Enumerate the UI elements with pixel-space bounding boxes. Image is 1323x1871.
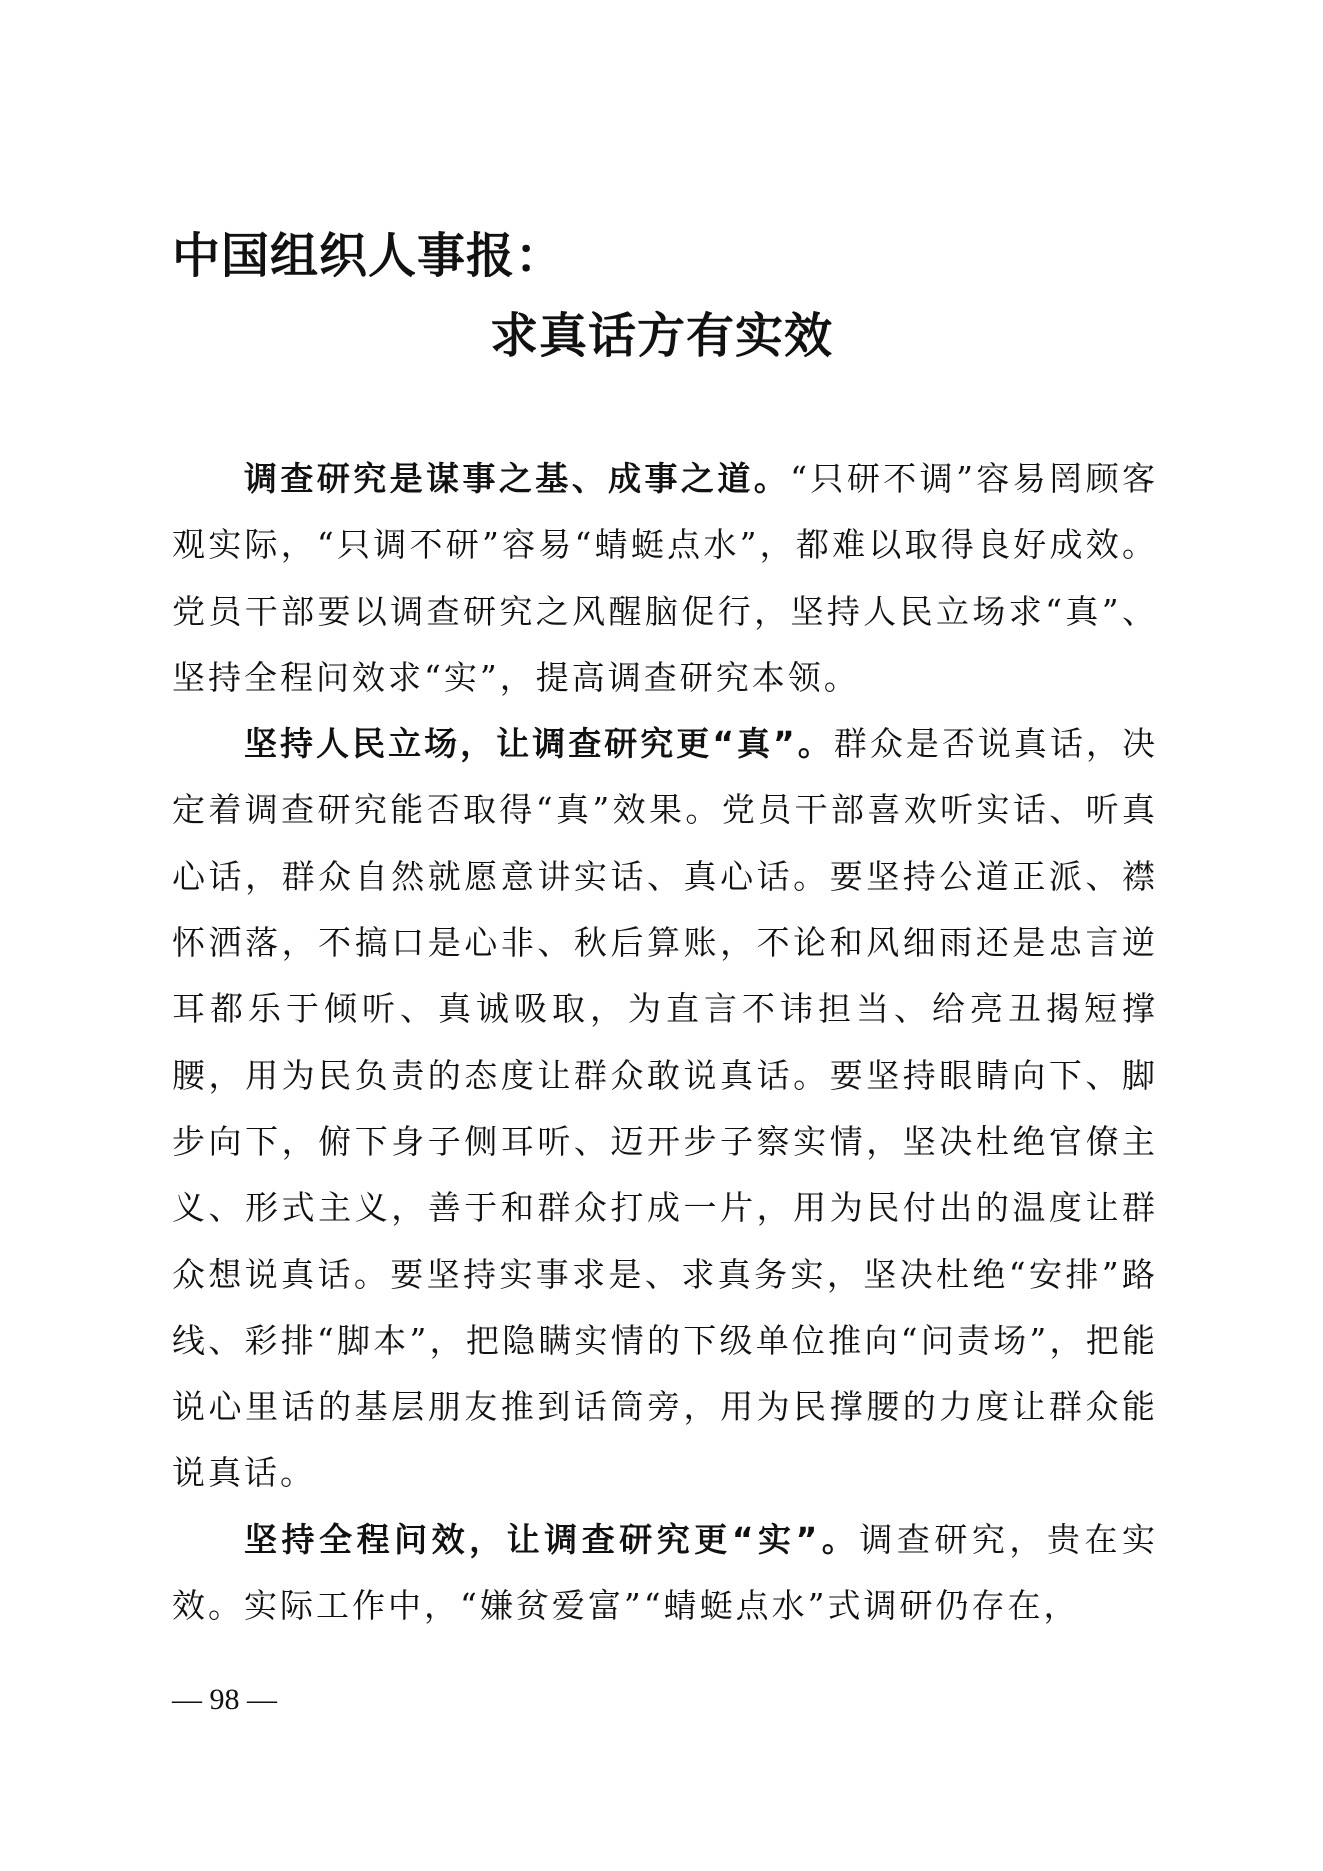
page-number: — 98 — — [172, 1683, 277, 1716]
paragraph-1 — [172, 446, 1158, 711]
article-body — [172, 446, 1158, 1639]
paragraph-lead: 坚持全程问效，让调查研究更“实”。 — [244, 1519, 860, 1559]
paragraph-lead: 坚持人民立场，让调查研究更“真”。 — [244, 724, 834, 764]
document-title-main: 求真话方有实效 — [490, 308, 834, 364]
paragraph-3 — [172, 1507, 1158, 1640]
paragraph-2 — [172, 711, 1158, 1507]
paragraph-text: “只研不调”容易罔顾客观实际，“只调不研”容易“蜻蜓点水”，都难以取得良好成效。党员干部要以调查研究之风醒脑促行，坚持人民立场求“真”、坚持全程问效求“实”，提高调查研究本领。 — [172, 459, 1158, 697]
document-title-source: 中国组织人事报： — [172, 228, 565, 284]
paragraph-text: 群众是否说真话，决定着调查研究能否取得“真”效果。党员干部喜欢听实话、听真心话，群众自然就愿意讲实话、真心话。要坚持公道正派、襟怀洒落，不搞口是心非、秋后算账，不论和风细雨还是忠言逆耳都乐于倾听、真诚吸取，为直言不讳担当、给亮丑揭短撑腰，用为民负责的态度让群众敢说真话。要坚持眼睛向下、脚步向下，俯下身子侧耳听、迈开步子察实情，坚决杜绝官僚主义、形式主义，善于和群众打成一片，用为民付出的温度让群众想说真话。要坚持实事求是、求真务实，坚决杜绝“安排”路线、彩排“脚本”，把隐瞒实情的下级单位推向“问责场”，把能说心里话的基层朋友推到话筒旁，用为民撑腰的力度让群众能说真话。 — [172, 724, 1158, 1493]
paragraph-lead: 调查研究是谋事之基、成事之道。 — [244, 459, 791, 498]
paragraph-text: 调查研究，贵在实效。实际工作中，“嫌贫爱富”“蜻蜓点水”式调研仍存在， — [172, 1519, 1158, 1626]
